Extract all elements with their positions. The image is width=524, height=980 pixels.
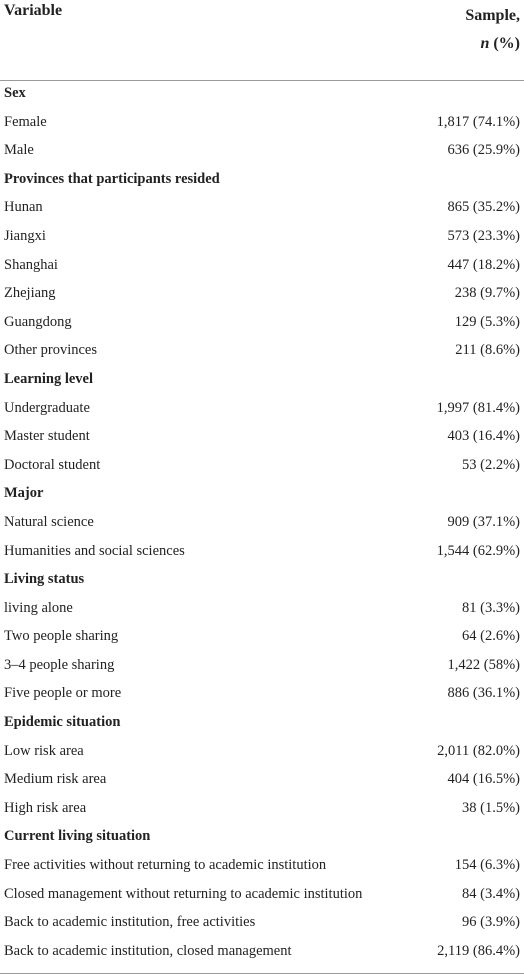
row-label: Male — [4, 142, 34, 159]
table-row — [0, 538, 524, 567]
table-row — [0, 881, 524, 910]
row-value: 96 (3.9%) — [462, 914, 520, 931]
table-row — [0, 137, 524, 166]
table-row — [0, 852, 524, 881]
row-value: 129 (5.3%) — [454, 313, 520, 330]
table-row — [0, 337, 524, 366]
row-value: 1,422 (58%) — [447, 656, 520, 673]
row-label: Zhejiang — [4, 285, 56, 302]
group-label: Epidemic situation — [4, 714, 121, 731]
table-row — [0, 680, 524, 709]
row-value: 573 (23.3%) — [447, 227, 520, 244]
row-label: Humanities and social sciences — [4, 542, 185, 559]
row-label: Doctoral student — [4, 456, 101, 473]
row-label: Medium risk area — [4, 771, 107, 788]
table-group-row — [0, 366, 524, 395]
row-value: 1,997 (81.4%) — [436, 399, 520, 416]
row-value: 865 (35.2%) — [447, 199, 520, 216]
group-label: Provinces that participants resided — [4, 170, 220, 187]
table-row — [0, 595, 524, 624]
row-value: 84 (3.4%) — [462, 885, 520, 902]
row-value: 2,011 (82.0%) — [437, 742, 520, 759]
row-value: 53 (2.2%) — [462, 456, 520, 473]
row-label: Back to academic institution, free activities — [4, 914, 256, 931]
row-value: 154 (6.3%) — [454, 857, 520, 874]
row-label: High risk area — [4, 799, 87, 816]
table-group-row — [0, 709, 524, 738]
row-value: 909 (37.1%) — [447, 513, 520, 530]
row-label: Shanghai — [4, 256, 58, 273]
table-group-row — [0, 566, 524, 595]
group-label: Current living situation — [4, 828, 151, 845]
table-row — [0, 423, 524, 452]
row-label: Natural science — [4, 513, 94, 530]
table-row — [0, 452, 524, 481]
group-label: Major — [4, 485, 44, 502]
row-label: Master student — [4, 428, 90, 445]
group-label: Living status — [4, 571, 85, 588]
row-value: 1,817 (74.1%) — [436, 113, 520, 130]
table-header — [0, 0, 524, 81]
row-value: 38 (1.5%) — [462, 799, 520, 816]
table-row — [0, 194, 524, 223]
header-sample — [420, 2, 520, 58]
header-sample-pct: (%) — [493, 35, 520, 52]
row-label: Hunan — [4, 199, 43, 216]
table-group-row — [0, 823, 524, 852]
row-value: 403 (16.4%) — [447, 428, 520, 445]
row-value: 447 (18.2%) — [447, 256, 520, 273]
row-label: Two people sharing — [4, 628, 119, 645]
row-value: 211 (8.6%) — [455, 342, 520, 359]
row-label: Jiangxi — [4, 227, 46, 244]
table-row — [0, 309, 524, 338]
table-group-row — [0, 480, 524, 509]
row-label: Guangdong — [4, 313, 72, 330]
group-label: Sex — [4, 85, 26, 101]
row-label: living alone — [4, 599, 73, 616]
row-label: Undergraduate — [4, 399, 90, 416]
table-row — [0, 909, 524, 938]
table-row — [0, 252, 524, 281]
table-bottom-rule — [0, 973, 524, 974]
row-value: 886 (36.1%) — [447, 685, 520, 702]
row-label: 3–4 people sharing — [4, 656, 115, 673]
header-sample-line2 — [420, 30, 520, 58]
row-value: 238 (9.7%) — [454, 285, 520, 302]
table-row — [0, 938, 524, 967]
row-value: 404 (16.5%) — [447, 771, 520, 788]
table-body — [0, 80, 524, 966]
row-label: Free activities without returning to academic institution — [4, 857, 327, 874]
table-row — [0, 109, 524, 138]
table-group-row — [0, 80, 524, 109]
row-value: 81 (3.3%) — [462, 599, 520, 616]
table-row — [0, 738, 524, 767]
table-row — [0, 509, 524, 538]
table-row — [0, 652, 524, 681]
table-row — [0, 280, 524, 309]
row-label: Back to academic institution, closed management — [4, 942, 292, 959]
row-value: 2,119 (86.4%) — [437, 942, 520, 959]
header-variable: Variable — [4, 2, 63, 19]
table-row — [0, 395, 524, 424]
row-label: Female — [4, 113, 47, 130]
table-row — [0, 223, 524, 252]
table-row — [0, 795, 524, 824]
row-value: 636 (25.9%) — [447, 142, 520, 159]
row-label: Five people or more — [4, 685, 122, 702]
row-label: Low risk area — [4, 742, 84, 759]
header-sample-line1: Sample, — [465, 7, 520, 24]
header-sample-n: n — [480, 35, 490, 52]
row-value: 64 (2.6%) — [462, 628, 520, 645]
table-group-row — [0, 166, 524, 195]
table-row — [0, 766, 524, 795]
table-row — [0, 623, 524, 652]
group-label: Learning level — [4, 370, 94, 387]
row-label: Other provinces — [4, 342, 98, 359]
row-label: Closed management without returning to academic institution — [4, 885, 363, 902]
row-value: 1,544 (62.9%) — [436, 542, 520, 559]
